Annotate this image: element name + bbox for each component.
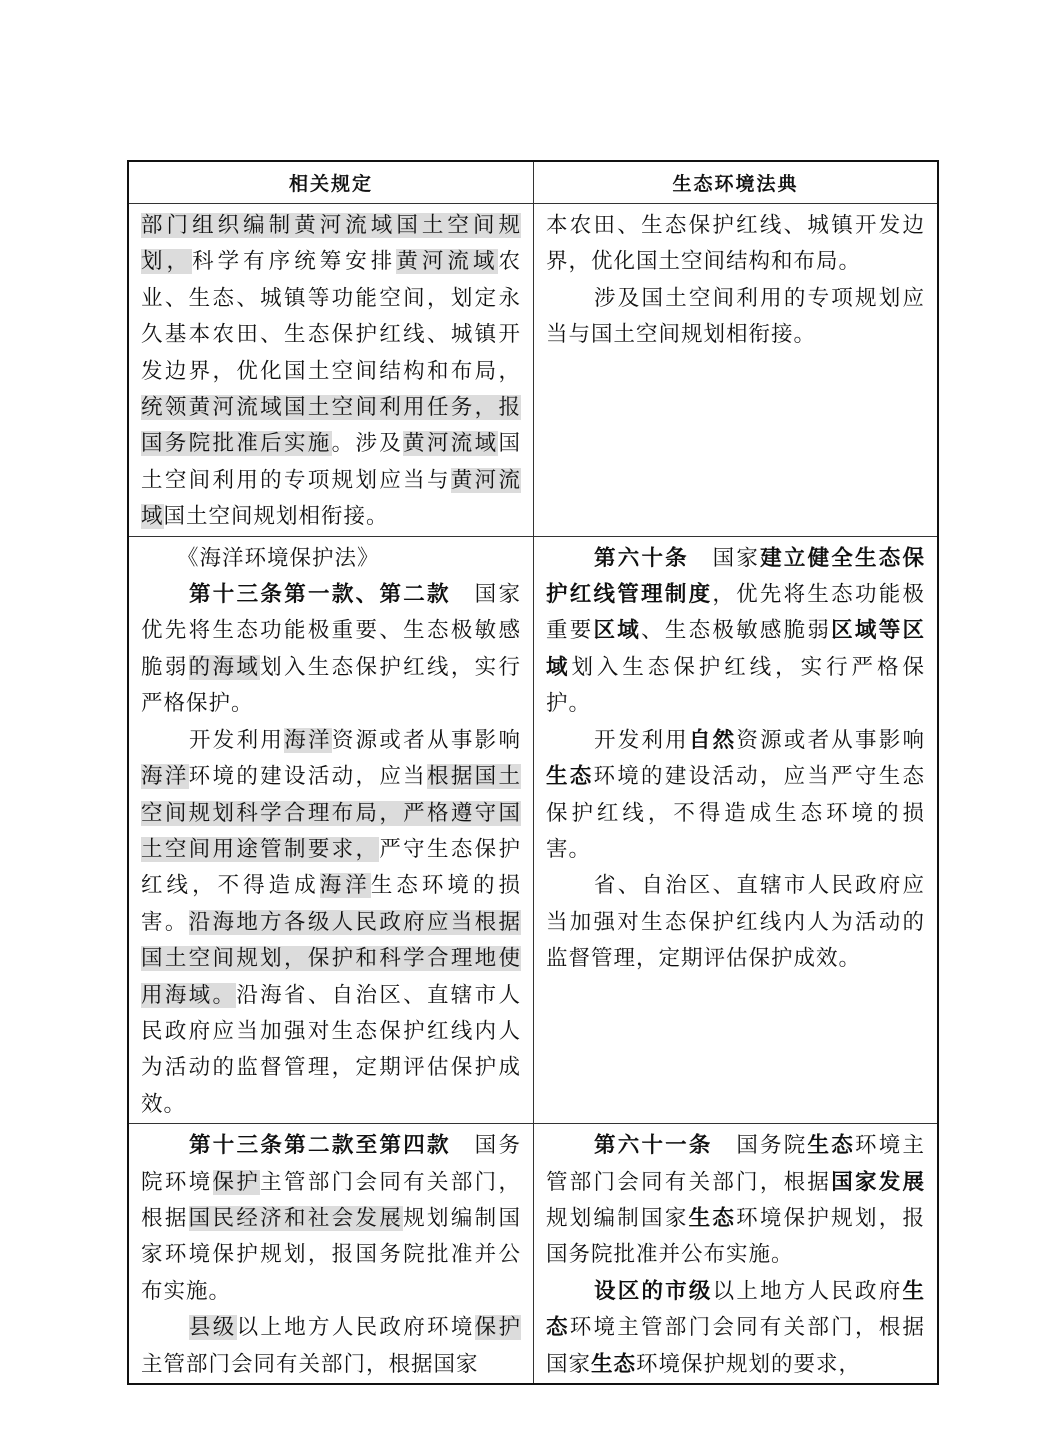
law-title	[141, 541, 521, 577]
text-run: 规划编制国家环境保护规划，报国务院批准并公布实施。	[141, 1205, 521, 1304]
paragraph	[546, 1128, 925, 1274]
table-row	[129, 1124, 937, 1383]
highlighted-text: 保护	[212, 1169, 261, 1195]
bold-text: 生态	[688, 1205, 737, 1231]
highlighted-text: 部门组织编制黄河流域国土空间规划，	[141, 213, 521, 275]
bold-text: 区域	[593, 618, 642, 644]
comparison-table	[127, 160, 939, 1385]
text-run: 开发利用	[594, 727, 689, 753]
highlighted-text: 黄河流域	[396, 249, 499, 275]
highlighted-text: 海洋	[141, 764, 189, 790]
highlighted-text: 海洋	[319, 873, 371, 899]
bold-text: 生态	[546, 1278, 925, 1341]
text-run: 资源或者从事影响	[331, 727, 521, 753]
text-run: 资源或者从事影响	[736, 727, 925, 753]
bold-text: 设区的市级	[594, 1278, 713, 1304]
text-run: 以上地方人民政府环境	[236, 1315, 475, 1341]
bold-text: 建立健全生态保护红线管理制度	[546, 545, 925, 608]
text-run: 开发利用	[189, 727, 285, 753]
text-run: 、生态极敏感脆弱	[641, 618, 832, 644]
highlighted-text: 沿海地方各级人民政府应当根据国土空间规划，保护和科学合理地使用海域。	[141, 909, 521, 1008]
text-run: 规划编制国家	[546, 1205, 689, 1231]
text-run: 。涉及	[331, 431, 404, 457]
text-run: 划入生态保护红线，实行严格保护。	[546, 654, 925, 717]
text-run: 环境保护规划的要求，	[636, 1351, 862, 1377]
table-header-row	[129, 162, 937, 204]
paragraph	[546, 281, 925, 354]
highlighted-text: 黄河流域	[403, 431, 499, 457]
table-cell-right	[534, 204, 937, 536]
header-related-provisions: 相关规定	[129, 162, 534, 203]
bold-text: 生态	[807, 1133, 855, 1159]
highlighted-text: 保护	[474, 1315, 521, 1341]
text-run: 农业、生态、城镇等功能空间，划定永久基本农田、生态保护红线、城镇开发边界，优化国土空间结构和布局，	[141, 249, 521, 384]
table-row	[129, 204, 937, 537]
text-run: 划入生态保护红线，实行严格保护。	[141, 654, 521, 717]
paragraph	[141, 723, 521, 1123]
table-cell-left	[129, 1124, 534, 1383]
text-run: 主管部门会同有关部门，根据	[141, 1169, 521, 1231]
text-run: 环境的建设活动，应当严守生态保护红线，不得造成生态环境的损害。	[546, 764, 925, 862]
text-run: 《海洋环境保护法》	[177, 545, 380, 571]
text-run: 沿海省、自治区、直辖市人民政府应当加强对生态保护红线内人为活动的监督管理，定期评估保护成效。	[141, 982, 521, 1117]
paragraph	[141, 208, 521, 536]
bold-text: 第十三条第二款至第四款	[189, 1133, 475, 1159]
table-cell-right	[534, 537, 937, 1124]
text-run: 严守生态保护红线，不得造成	[141, 836, 521, 899]
bold-text: 第六十条	[594, 545, 713, 571]
highlighted-text: 县级	[189, 1315, 237, 1341]
highlighted-text: 根据国土空间规划科学合理布局，严格遵守国土空间用途管制要求，	[141, 764, 521, 862]
paragraph	[141, 1310, 521, 1383]
bold-text: 第六十一条	[594, 1133, 737, 1159]
bold-text: 第十三条第一款、第二款	[189, 582, 475, 608]
text-run: 国务院	[736, 1133, 808, 1159]
bold-text: 国家发展	[831, 1169, 925, 1195]
highlighted-text: 黄河流域	[141, 467, 521, 530]
text-run: ，优先将生态功能极重要	[546, 582, 925, 644]
highlighted-text: 的海域	[188, 654, 261, 680]
paragraph	[141, 1128, 521, 1310]
table-row	[129, 537, 937, 1125]
paragraph	[546, 723, 925, 869]
table-cell-left	[129, 204, 534, 536]
highlighted-text: 统领黄河流域国土空间利用任务，报国务院批准后实施	[141, 395, 521, 457]
text-run: 省、自治区、直辖市人民政府应当加强对生态保护红线内人为活动的监督管理，定期评估保护成效。	[546, 873, 925, 972]
text-run: 环境保护规划，报国务院批准并公布实施。	[546, 1205, 925, 1268]
text-run: 环境主管部门会同有关部门，根据	[546, 1133, 925, 1195]
text-run: 涉及国土空间利用的专项规划应当与国土空间规划相衔接。	[546, 285, 925, 348]
text-run: 生态环境的损害。	[141, 873, 521, 935]
text-run: 以上地方人民政府	[712, 1278, 903, 1304]
highlighted-text: 国民经济和社会发展	[188, 1205, 404, 1231]
bold-text: 区域等区域	[546, 618, 925, 680]
bold-text: 自然	[688, 727, 737, 753]
text-run: 国土空间规划相衔接。	[163, 504, 389, 530]
paragraph	[546, 1274, 925, 1383]
table-cell-right	[534, 1124, 937, 1383]
bold-text: 生态	[591, 1351, 637, 1377]
highlighted-text: 海洋	[284, 727, 332, 753]
text-run: 环境的建设活动，应当	[188, 764, 427, 790]
text-run: 科学有序统筹安排	[192, 249, 397, 275]
table-cell-left	[129, 537, 534, 1124]
paragraph	[546, 541, 925, 723]
paragraph	[546, 868, 925, 977]
header-eco-code: 生态环境法典	[672, 173, 799, 195]
text-run: 环境主管部门会同有关部门，根据国家	[546, 1315, 925, 1377]
paragraph	[141, 577, 521, 723]
text-run: 国家优先将生态功能极重要、生态极敏感脆弱	[141, 582, 521, 680]
text-run: 国土空间利用的专项规划应当与	[141, 431, 521, 493]
text-run: 国务院环境	[141, 1133, 521, 1195]
text-run: 主管部门会同有关部门，根据国家	[141, 1351, 479, 1377]
bold-text: 生态	[546, 764, 594, 790]
text-run: 国家	[712, 545, 761, 571]
paragraph	[546, 208, 925, 281]
text-run: 本农田、生态保护红线、城镇开发边界，优化国土空间结构和布局。	[546, 213, 925, 275]
